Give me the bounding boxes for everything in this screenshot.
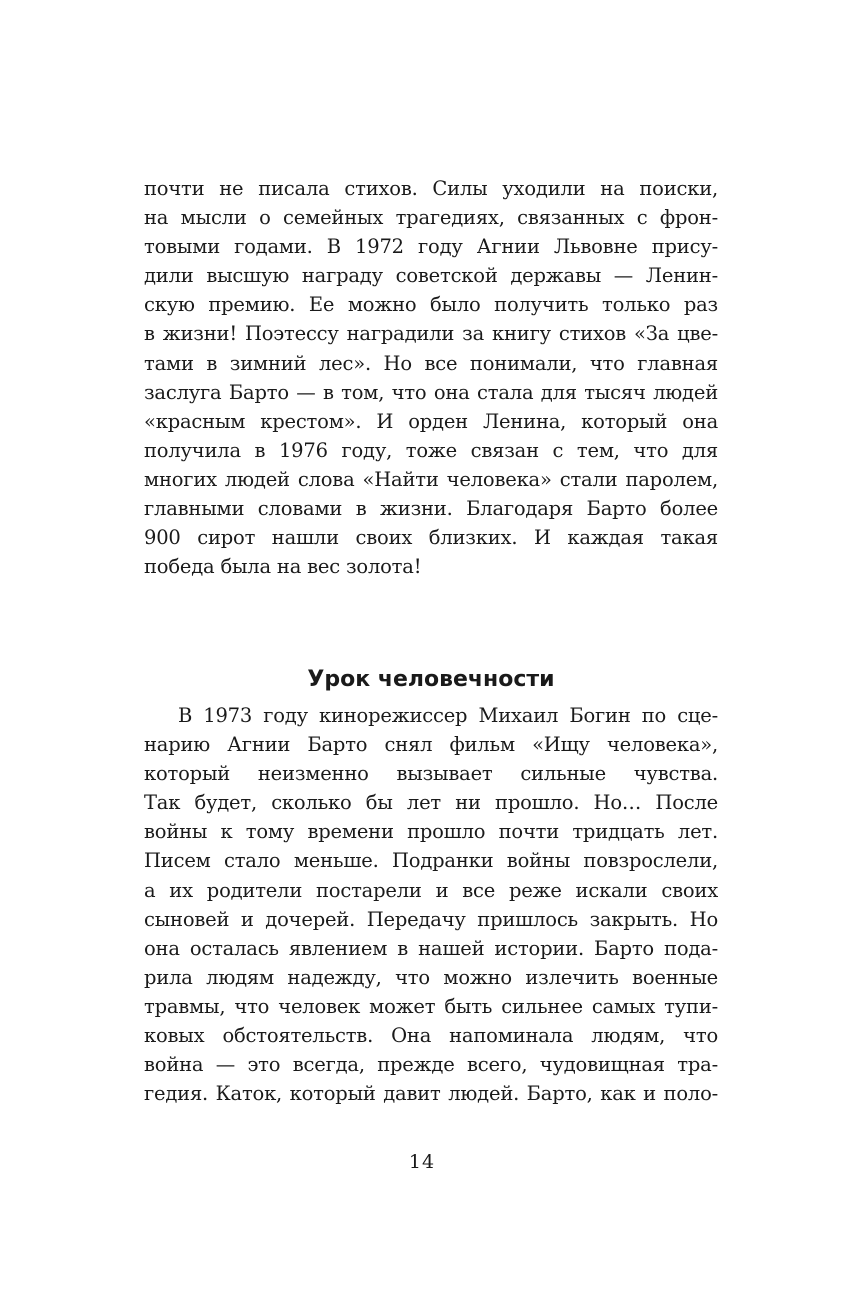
text-line: травмы, что человек может быть сильнее самых тупи- [144, 994, 718, 1018]
text-line: В 1973 году кинорежиссер Михаил Богин по сце- [178, 704, 718, 727]
text-line: нарию Агнии Барто снял фильм «Ищу человека», [144, 733, 718, 757]
text-line: рила людям надежду, что можно излечить военные [144, 965, 718, 989]
paragraph-top [144, 174, 718, 581]
text-line: заслуга Барто — в том, что она стала для тысяч людей [144, 380, 718, 404]
text-line: Писем стало меньше. Подранки войны повзрослели, [144, 849, 718, 873]
text-line: тами в зимний лес». Но все понимали, что главная [144, 351, 718, 375]
text-line: в жизни! Поэтессу наградили за книгу стихов «За цве- [144, 322, 718, 346]
text-line: Так будет, сколько бы лет ни прошло. Но… После [144, 791, 718, 815]
text-line: дили высшую награду советской державы — Ленин- [144, 264, 718, 288]
text-line: гедия. Каток, который давит людей. Барто, как и поло- [144, 1082, 718, 1106]
text-line: почти не писала стихов. Силы уходили на поиски, [144, 177, 718, 200]
paragraph-bottom [144, 701, 718, 1108]
text-line: получила в 1976 году, тоже связан с тем, что для [144, 438, 718, 462]
section-heading: Урок человечности [307, 667, 555, 693]
text-line: товыми годами. В 1972 году Агнии Львовне прису- [144, 235, 718, 259]
text-line: 900 сирот нашли своих близких. И каждая такая [144, 526, 718, 550]
text-line: многих людей слова «Найти человека» стали паролем, [144, 467, 718, 491]
text-line: ковых обстоятельств. Она напоминала людям, что [144, 1024, 718, 1048]
text-line: войны к тому времени прошло почти тридцать лет. [144, 820, 718, 844]
text-line: сыновей и дочерей. Передачу пришлось закрыть. Но [144, 907, 718, 931]
text-line: она осталась явлением в нашей истории. Барто пода- [144, 936, 718, 960]
text-line: скую премию. Ее можно было получить только раз [144, 293, 718, 317]
text-line: главными словами в жизни. Благодаря Барто более [144, 497, 718, 521]
text-line: который неизменно вызывает сильные чувства. [144, 762, 718, 786]
text-line: война — это всегда, прежде всего, чудовищная тра- [144, 1053, 718, 1077]
text-line: победа была на вес золота! [144, 555, 422, 579]
text-line: на мысли о семейных трагедиях, связанных с фрон- [144, 206, 718, 230]
text-line: а их родители постарели и все реже искали своих [144, 878, 718, 902]
text-line: «красным крестом». И орден Ленина, который она [144, 409, 718, 433]
page-number: 14 [408, 1151, 436, 1173]
